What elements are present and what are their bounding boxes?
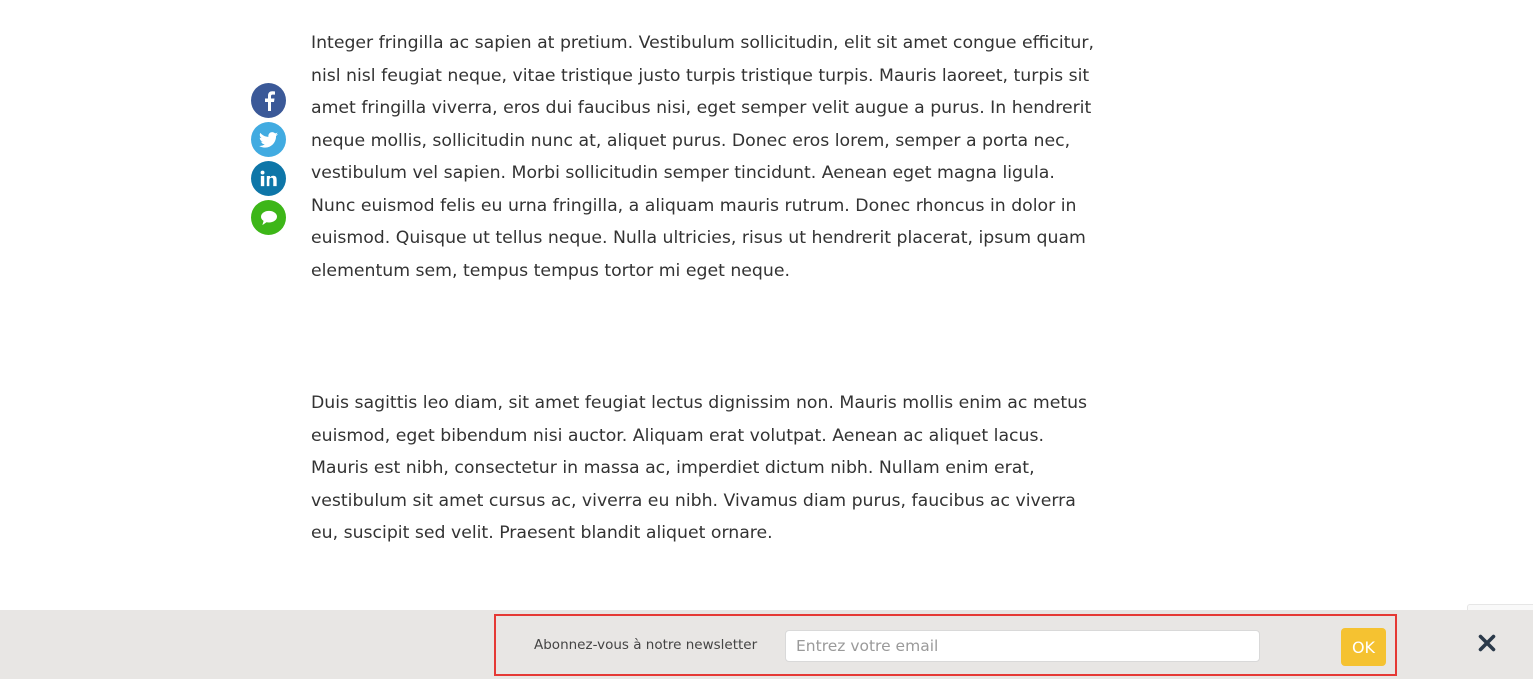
- comment-button[interactable]: [251, 200, 286, 235]
- newsletter-label: Abonnez-vous à notre newsletter: [534, 637, 758, 653]
- ok-button[interactable]: OK: [1341, 628, 1386, 666]
- facebook-share-button[interactable]: [251, 83, 286, 118]
- article-paragraph: Integer fringilla ac sapien at pretium. Vestibulum sollicitudin, elit sit amet congue efficitur, nisl nisl feugiat neque, vitae tristique justo turpis tristique turpis. Mauris laoreet, turpis sit amet fringilla viverra, eros dui faucibus nisi, eget semper velit augue a purus. In hendrerit neque mollis, sollicitudin nunc at, aliquet purus. Donec eros lorem, semper a porta nec, vestibulum vel sapien. Morbi sollicitudin semper tincidunt. Aenean eget magna ligula. Nunc euismod felis eu urna fringilla, a aliquam mauris rutrum. Donec rhoncus in dolor in euismod. Quisque ut tellus neque. Nulla ultricies, risus ut hendrerit placerat, ipsum quam elementum sem, tempus tempus tortor mi eget neque.: [311, 33, 1094, 281]
- facebook-icon: [263, 91, 275, 111]
- twitter-icon: [259, 132, 278, 148]
- linkedin-share-button[interactable]: [251, 161, 286, 196]
- article-paragraph: Duis sagittis leo diam, sit amet feugiat lectus dignissim non. Mauris mollis enim ac metus euismod, eget bibendum nisi auctor. Aliquam erat volutpat. Aenean ac aliquet lacus. Mauris est nibh, consectetur in massa ac, imperdiet dictum nibh. Nullam enim erat, vestibulum sit amet cursus ac, viverra eu nibh. Vivamus diam purus, faucibus ac viverra eu, suscipit sed velit. Praesent blandit aliquet ornare.: [311, 393, 1088, 543]
- comment-icon: [260, 210, 278, 226]
- social-share-bar: [251, 83, 286, 239]
- twitter-share-button[interactable]: [251, 122, 286, 157]
- newsletter-bar: [0, 610, 1533, 679]
- article-body: [311, 27, 1101, 550]
- email-input[interactable]: [785, 630, 1260, 662]
- close-button[interactable]: [1474, 630, 1500, 656]
- close-icon: [1478, 634, 1496, 652]
- linkedin-icon: [260, 170, 277, 187]
- newsletter-form: [494, 614, 1397, 676]
